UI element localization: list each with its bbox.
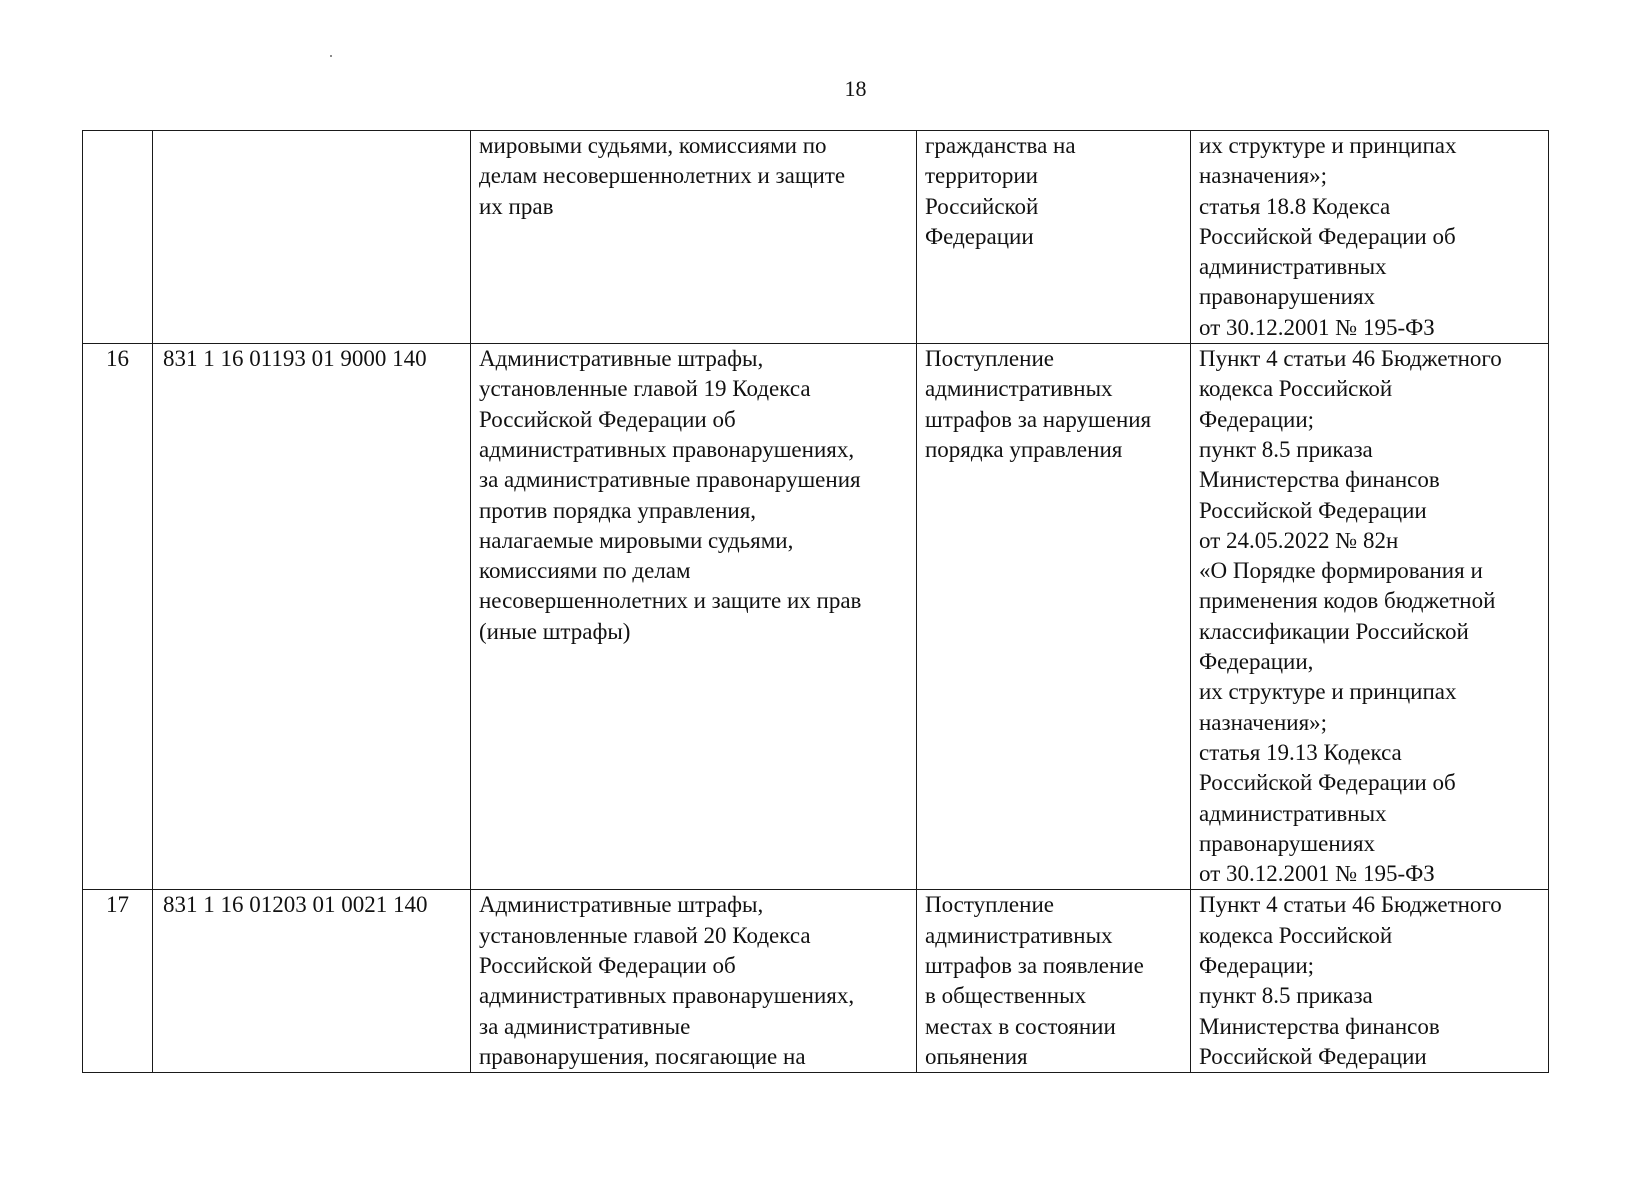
income-type-line: административных <box>925 922 1113 948</box>
legal-basis-line: административных <box>1199 800 1387 826</box>
description-line: делам несовершеннолетних и защите <box>479 163 846 189</box>
income-type-line: Поступление <box>925 346 1054 372</box>
legal-basis-cell <box>1191 131 1549 344</box>
income-type-line: в общественных <box>925 983 1087 1009</box>
budget-code-cell <box>153 890 471 1073</box>
income-type-line: административных <box>925 376 1113 402</box>
legal-basis-line: Российской Федерации <box>1199 1043 1427 1069</box>
description-line: налагаемые мировыми судьями, <box>479 527 794 553</box>
legal-basis-line: Пункт 4 статьи 46 Бюджетного <box>1199 346 1502 372</box>
description-line: несовершеннолетних и защите их прав <box>479 588 862 614</box>
legal-basis-line: правонарушениях <box>1199 284 1376 310</box>
legal-basis-line: кодекса Российской <box>1199 376 1393 402</box>
legal-basis-line: от 30.12.2001 № 195-ФЗ <box>1199 314 1435 340</box>
income-type-line: гражданства на <box>925 133 1076 158</box>
income-type-line: местах в состоянии <box>925 1013 1116 1039</box>
table-body <box>83 131 1549 1073</box>
legal-basis-line: административных <box>1199 254 1387 280</box>
description-line: Административные штрафы, <box>479 892 764 918</box>
legal-basis-line: Федерации; <box>1199 953 1315 979</box>
legal-basis-line: Министерства финансов <box>1199 1013 1440 1039</box>
row-number-cell <box>83 131 153 344</box>
income-type-line: штрафов за появление <box>925 953 1144 979</box>
table-row <box>83 131 1549 344</box>
legal-basis-line: Федерации; <box>1199 406 1315 432</box>
income-type-line: Российской <box>925 193 1039 219</box>
description-line: за административные <box>479 1013 691 1039</box>
page-number: 18 <box>844 76 867 101</box>
income-type-line: опьянения <box>925 1043 1028 1069</box>
description-cell <box>471 344 917 890</box>
legal-basis-line: пункт 8.5 приказа <box>1199 983 1373 1009</box>
legal-basis-line: их структуре и принципах <box>1199 679 1457 705</box>
table-row <box>83 890 1549 1073</box>
description-line: Российской Федерации об <box>479 953 736 979</box>
budget-code: 831 1 16 01203 01 0021 140 <box>163 892 428 918</box>
legal-basis-line: статья 19.13 Кодекса <box>1199 739 1402 765</box>
description-line: мировыми судьями, комиссиями по <box>479 133 827 158</box>
description-line: против порядка управления, <box>479 497 757 523</box>
budget-code-cell <box>153 131 471 344</box>
budget-codes-table <box>82 130 1549 1073</box>
description-line: установленные главой 19 Кодекса <box>479 376 811 402</box>
budget-code-cell <box>153 344 471 890</box>
description-line: административных правонарушениях, <box>479 436 855 462</box>
income-type-cell <box>917 344 1191 890</box>
scan-speck <box>330 55 332 57</box>
legal-basis-line: «О Порядке формирования и <box>1199 558 1483 584</box>
legal-basis-line: назначения»; <box>1199 163 1328 189</box>
description-line: их прав <box>479 193 554 219</box>
legal-basis-line: классификации Российской <box>1199 618 1469 644</box>
description-line: установленные главой 20 Кодекса <box>479 922 811 948</box>
legal-basis-line: Федерации, <box>1199 649 1314 675</box>
legal-basis-line: пункт 8.5 приказа <box>1199 436 1373 462</box>
description-cell <box>471 131 917 344</box>
description-line: (иные штрафы) <box>479 618 631 644</box>
budget-code: 831 1 16 01193 01 9000 140 <box>163 346 427 372</box>
income-type-cell <box>917 890 1191 1073</box>
legal-basis-line: Российской Федерации <box>1199 497 1427 523</box>
legal-basis-line: Российской Федерации об <box>1199 223 1456 249</box>
income-type-line: порядка управления <box>925 436 1123 462</box>
legal-basis-line: Министерства финансов <box>1199 467 1440 493</box>
legal-basis-line: правонарушениях <box>1199 830 1376 856</box>
table-row <box>83 344 1549 890</box>
income-type-line: территории <box>925 163 1038 189</box>
description-line: комиссиями по делам <box>479 558 691 584</box>
income-type-cell <box>917 131 1191 344</box>
legal-basis-line: от 24.05.2022 № 82н <box>1199 527 1399 553</box>
row-number-cell <box>83 890 153 1073</box>
row-number: 16 <box>106 346 129 372</box>
description-line: административных правонарушениях, <box>479 983 855 1009</box>
legal-basis-line: применения кодов бюджетной <box>1199 588 1496 614</box>
legal-basis-line: статья 18.8 Кодекса <box>1199 193 1391 219</box>
income-type-line: Федерации <box>925 223 1034 249</box>
legal-basis-line: кодекса Российской <box>1199 922 1393 948</box>
legal-basis-line: назначения»; <box>1199 709 1328 735</box>
legal-basis-line: Пункт 4 статьи 46 Бюджетного <box>1199 892 1502 918</box>
legal-basis-cell <box>1191 344 1549 890</box>
row-number-cell <box>83 344 153 890</box>
description-cell <box>471 890 917 1073</box>
legal-basis-line: Российской Федерации об <box>1199 770 1456 796</box>
description-line: правонарушения, посягающие на <box>479 1043 806 1069</box>
description-line: Российской Федерации об <box>479 406 736 432</box>
description-line: Административные штрафы, <box>479 346 764 372</box>
legal-basis-line: их структуре и принципах <box>1199 133 1457 158</box>
income-type-line: Поступление <box>925 892 1054 918</box>
legal-basis-line: от 30.12.2001 № 195-ФЗ <box>1199 861 1435 887</box>
row-number: 17 <box>106 892 129 918</box>
description-line: за административные правонарушения <box>479 467 861 493</box>
legal-basis-cell <box>1191 890 1549 1073</box>
income-type-line: штрафов за нарушения <box>925 406 1152 432</box>
